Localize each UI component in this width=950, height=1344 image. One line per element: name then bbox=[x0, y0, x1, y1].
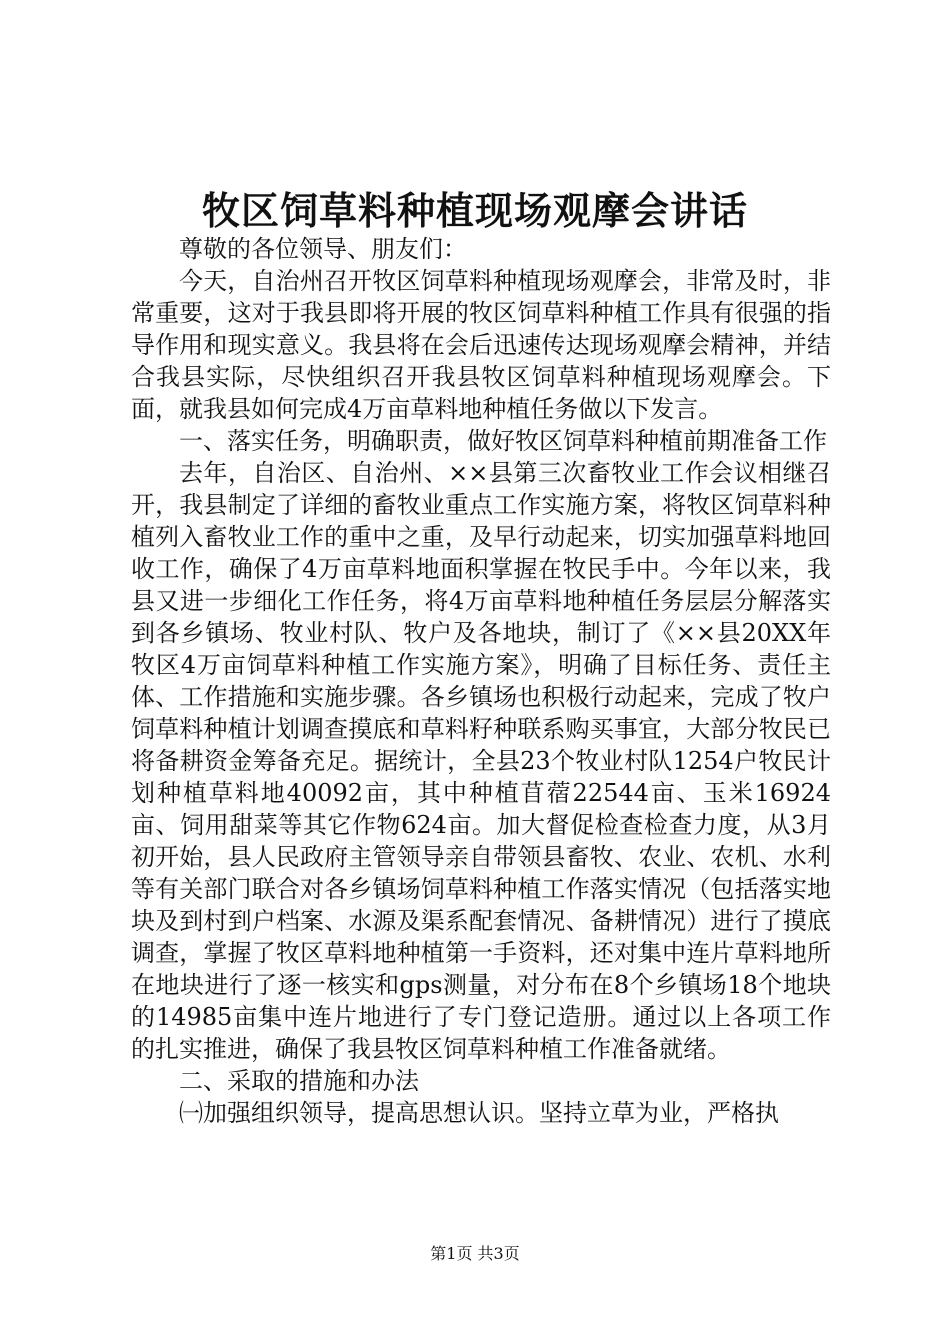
document-body bbox=[131, 233, 831, 1129]
salutation-paragraph: 尊敬的各位领导、朋友们： bbox=[179, 235, 467, 263]
document-title: 牧区饲草料种植现场观摩会讲话 bbox=[201, 188, 748, 233]
subsection-paragraph: ㈠加强组织领导，提高思想认识。坚持立草为业，严格执 bbox=[179, 1099, 779, 1127]
page-footer: 第1页 共3页 bbox=[430, 1244, 520, 1263]
section-heading-1: 一、落实任务，明确职责，做好牧区饲草料种植前期准备工作 bbox=[179, 427, 827, 455]
section-heading-2: 二、采取的措施和办法 bbox=[179, 1067, 419, 1095]
intro-paragraph: 今天，自治州召开牧区饲草料种植现场观摩会，非常及时，非常重要，这对于我县即将开展的牧区饲草料种植工作具有很强的指导作用和现实意义。我县将在会后迅速传达现场观摩会精神，并结合我县实际，尽快组织召开我县牧区饲草料种植现场观摩会。下面，就我县如何完成4万亩草料地种植任务做以下发言。 bbox=[131, 267, 831, 423]
body-paragraph: 去年，自治区、自治州、××县第三次畜牧业工作会议相继召开，我县制定了详细的畜牧业重点工作实施方案，将牧区饲草料种植列入畜牧业工作的重中之重，及早行动起来，切实加强草料地回收工作，确保了4万亩草料地面积掌握在牧民手中。今年以来，我县又进一步细化工作任务，将4万亩草料地种植任务层层分解落实到各乡镇场、牧业村队、牧户及各地块，制订了《××县20XX年牧区4万亩饲草料种植工作实施方案》，明确了目标任务、责任主体、工作措施和实施步骤。各乡镇场也积极行动起来，完成了牧户饲草料种植计划调查摸底和草料籽种联系购买事宜，大部分牧民已将备耕资金筹备充足。据统计，全县23个牧业村队1254户牧民计划种植草料地40092亩，其中种植苜蓿22544亩、玉米16924亩、饲用甜菜等其它作物624亩。加大督促检查检查力度，从3月初开始，县人民政府主管领导亲自带领县畜牧、农业、农机、水利等有关部门联合对各乡镇场饲草料种植工作落实情况（包括落实地块及到村到户档案、水源及渠系配套情况、备耕情况）进行了摸底调查，掌握了牧区草料地种植第一手资料，还对集中连片草料地所在地块进行了逐一核实和gps测量，对分布在8个乡镇场18个地块的14985亩集中连片地进行了专门登记造册。通过以上各项工作的扎实推进，确保了我县牧区饲草料种植工作准备就绪。 bbox=[131, 459, 831, 1063]
